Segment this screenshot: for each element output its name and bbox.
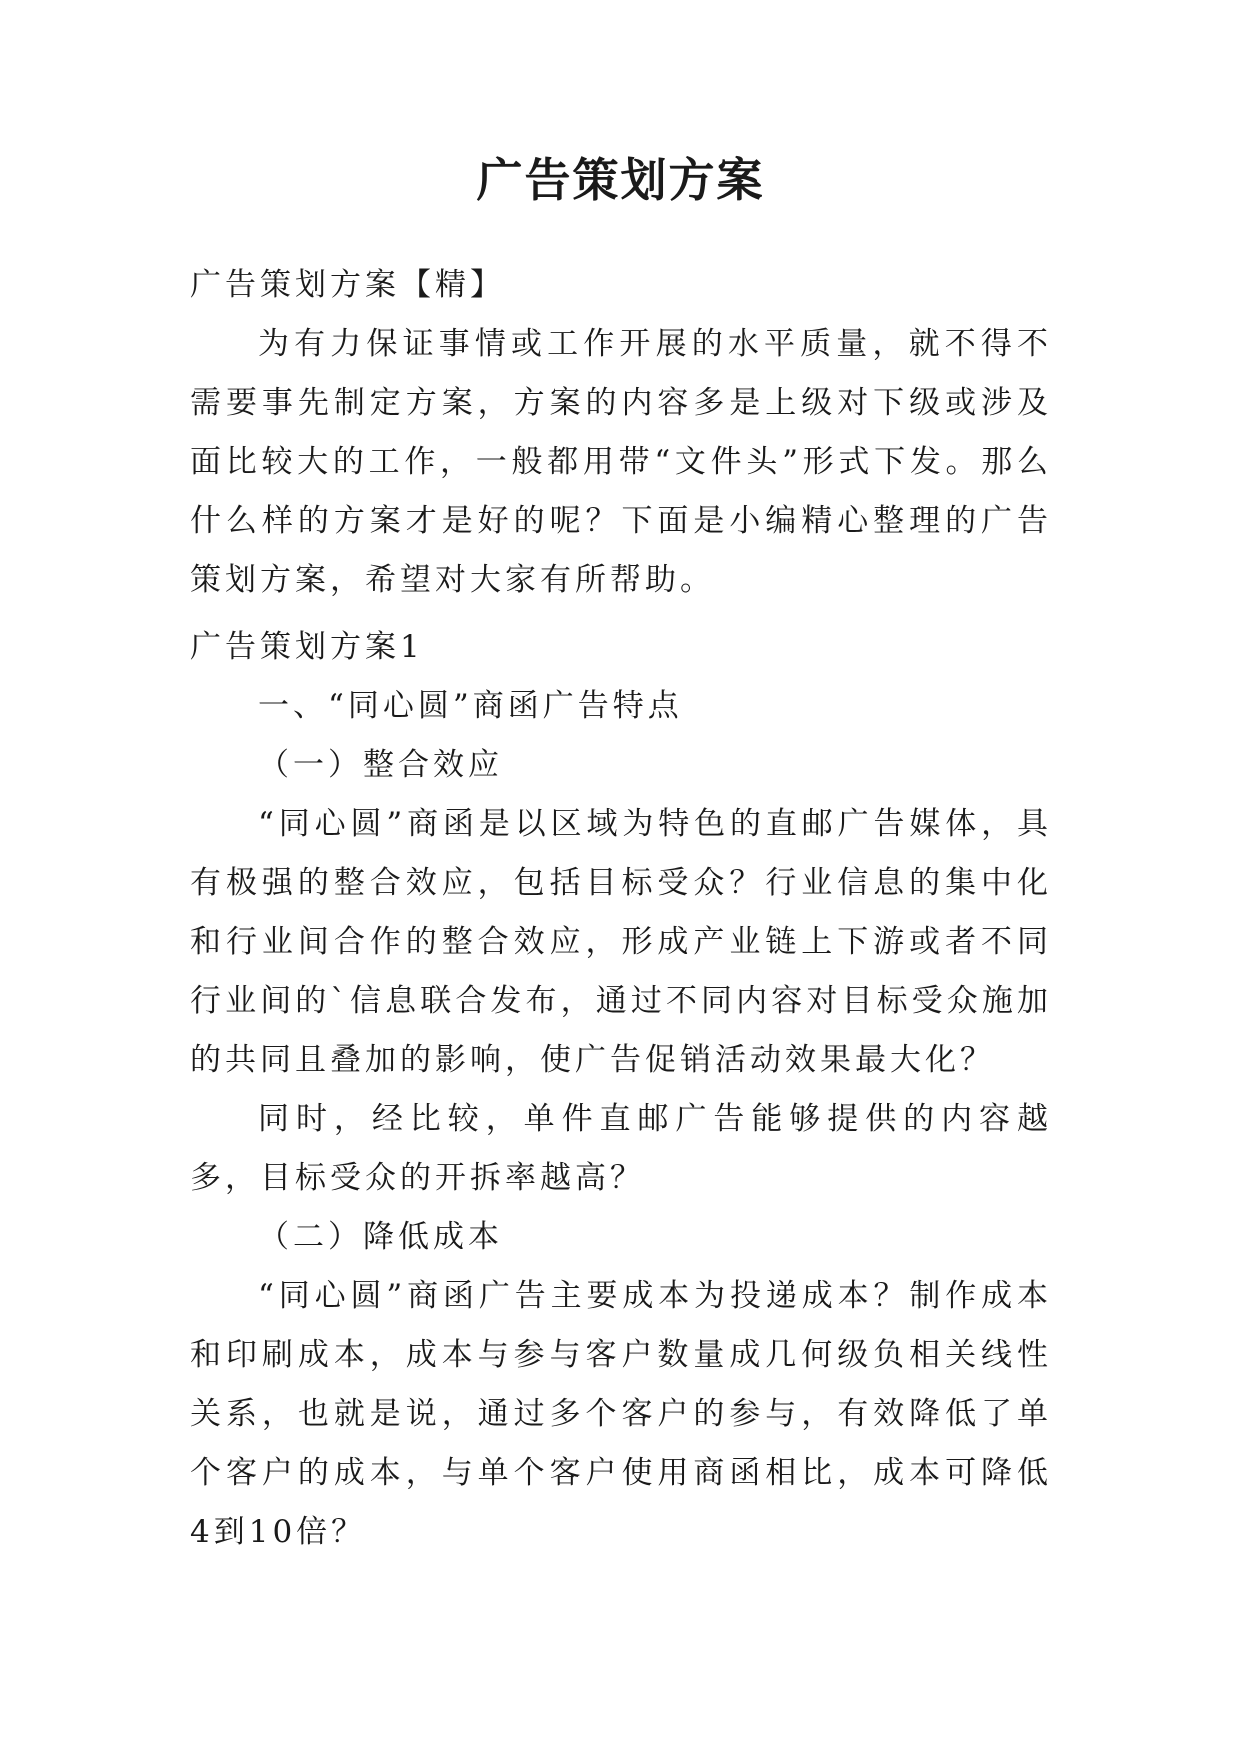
part-heading: 一、“同心圆”商函广告特点 xyxy=(258,688,683,724)
intro-block xyxy=(190,256,1052,610)
subsection-heading-2: （二）降低成本 xyxy=(258,1219,503,1255)
document-subtitle: 广告策划方案【精】 xyxy=(190,267,505,303)
paragraph-integration: “同心圆”商函是以区域为特色的直邮广告媒体，具有极强的整合效应，包括目标受众？行业信息的集中化和行业间合作的整合效应，形成产业链上下游或者不同行业间的`信息联合发布，通过不同内容对目标受众施加的共同且叠加的影响，使广告促销活动效果最大化？ xyxy=(190,806,1052,1078)
paragraph-cost: “同心圆”商函广告主要成本为投递成本？制作成本和印刷成本，成本与参与客户数量成几何级负相关线性关系，也就是说，通过多个客户的参与，有效降低了单个客户的成本，与单个客户使用商函相比，成本可降低4到10倍？ xyxy=(190,1278,1052,1550)
intro-paragraph: 为有力保证事情或工作开展的水平质量，就不得不需要事先制定方案，方案的内容多是上级对下级或涉及面比较大的工作，一般都用带“文件头”形式下发。那么什么样的方案才是好的呢？下面是小编精心整理的广告策划方案，希望对大家有所帮助。 xyxy=(190,326,1052,598)
paragraph-open-rate: 同时，经比较，单件直邮广告能够提供的内容越多，目标受众的开拆率越高？ xyxy=(190,1101,1052,1196)
section-heading: 广告策划方案1 xyxy=(190,629,424,665)
section-block xyxy=(190,618,1052,1562)
page-title: 广告策划方案 xyxy=(476,153,765,207)
subsection-heading-1: （一）整合效应 xyxy=(258,747,503,783)
